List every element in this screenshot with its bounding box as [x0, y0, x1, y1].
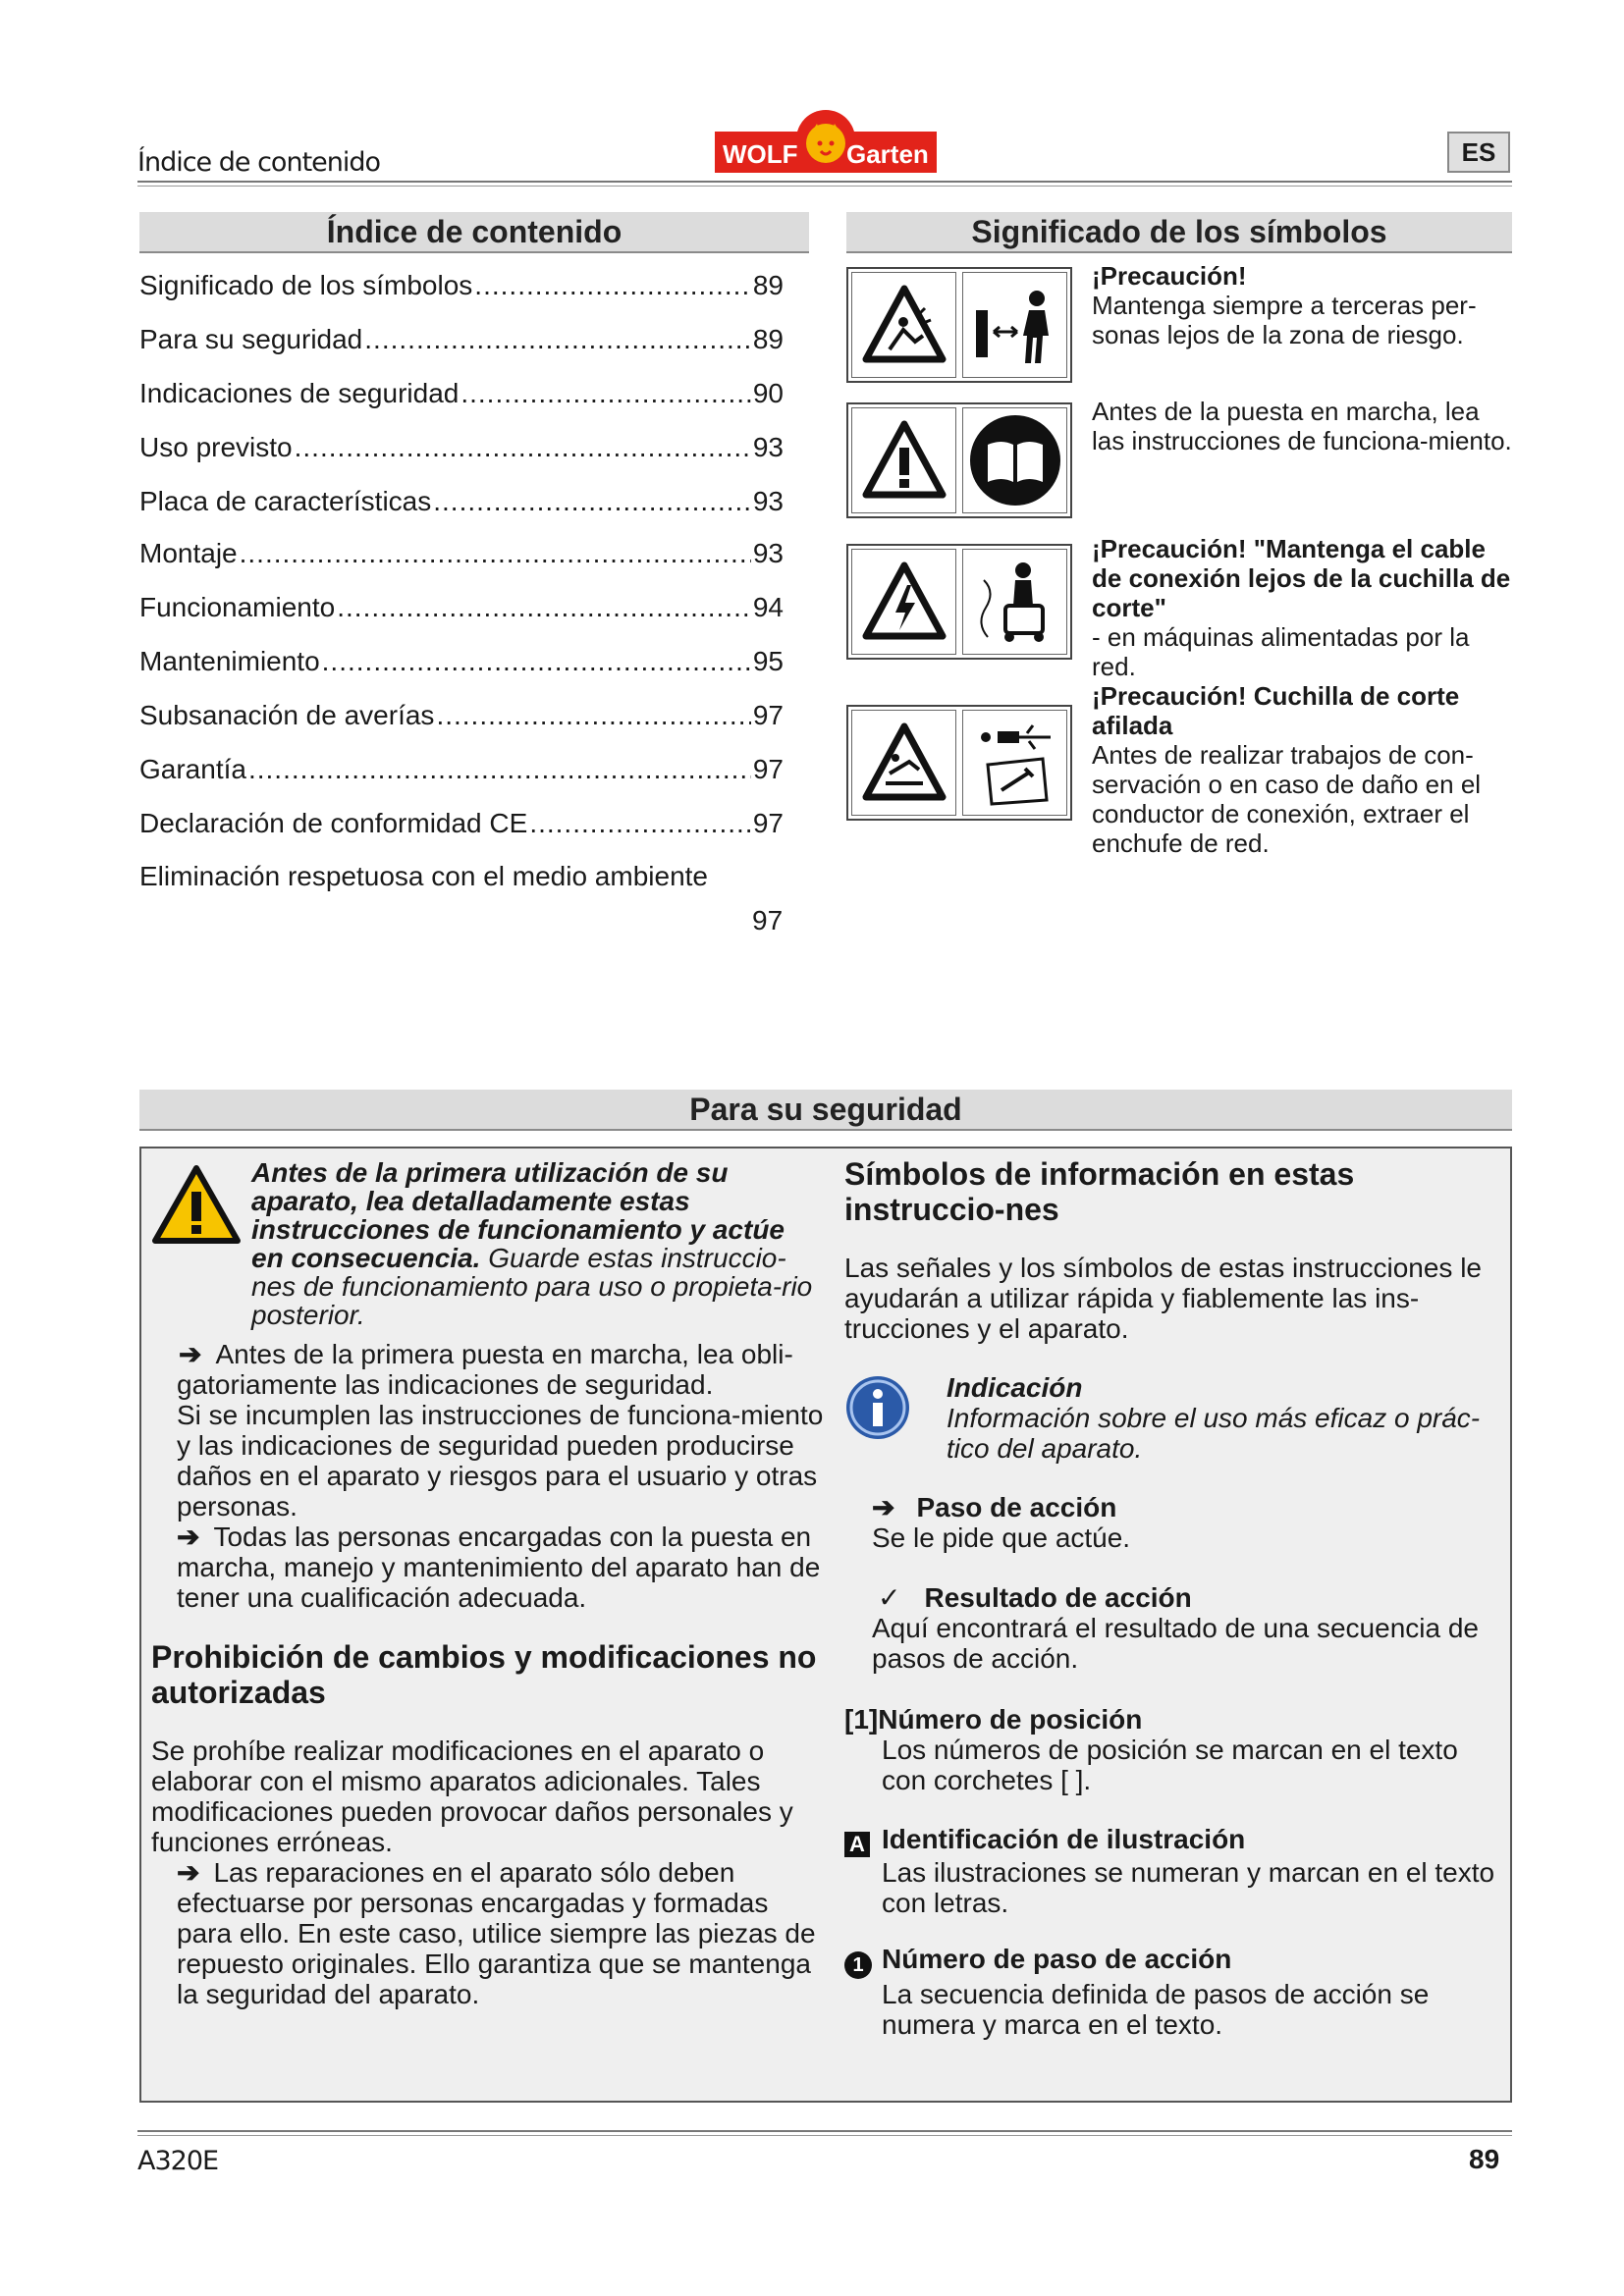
numero-de-paso: 1 Número de paso de acción La secuencia definida de pasos de acción se numera y marca en el texto.	[844, 1944, 1502, 2040]
numero-de-posicion: [1]Número de posición Los números de posición se marcan en el texto con corchetes [ ].	[844, 1704, 1458, 1795]
warning-sign-icon	[149, 1162, 244, 1252]
footer-model: A320E	[137, 2146, 219, 2176]
toc-item[interactable]: Significado de los símbolos ..... 89	[139, 270, 784, 301]
symbol-text: - en máquinas alimentadas por la red.	[1092, 622, 1470, 681]
header-rule-thin	[137, 186, 1512, 187]
toc-item[interactable]: Garantía ..... 97	[139, 754, 784, 785]
toc-item[interactable]: Montaje ..... 93	[139, 538, 784, 569]
toc-item[interactable]: Para su seguridad ..... 89	[139, 324, 784, 355]
toc-item-page: 97	[752, 905, 784, 935]
symbol-text: Antes de realizar trabajos de con-servación o en caso de daño en el conductor de conexión, extraer el enchufe de red.	[1092, 740, 1482, 858]
toc-heading: Índice de contenido	[139, 212, 809, 253]
figure-letter-badge: A	[844, 1832, 870, 1857]
toc-item[interactable]: Uso previsto ..... 93	[139, 432, 784, 463]
toc-item[interactable]: Indicaciones de seguridad ..... 90	[139, 378, 784, 409]
safety-step-1: ➔ Antes de la primera puesta en marcha, lea obli-gatoriamente las indicaciones de seguridad. Si se incumplen las instrucciones de funciona-miento y las indicaciones de seguridad pueden producirse daños en el aparato y riesgos para el usuario y otras personas.	[177, 1339, 824, 1522]
step-number-badge: 1	[844, 1951, 872, 1979]
safety-step-3: ➔ Las reparaciones en el aparato sólo deben efectuarse por personas encargadas y formadas para ello. En este caso, utilice siempre las piezas de repuesto originales. Ello garantiza que se mantenga la seguridad del aparato.	[177, 1857, 816, 2009]
svg-text:Garten: Garten	[846, 139, 929, 169]
symbol-desc-2	[1092, 397, 1514, 455]
symbol-desc-3	[1092, 534, 1514, 681]
safety-heading: Para su seguridad	[139, 1090, 1512, 1131]
unplug-maintenance-icon	[962, 710, 1067, 816]
symbol-desc-1	[1092, 261, 1514, 349]
keep-distance-person-icon	[962, 272, 1067, 378]
running-header-title: Índice de contenido	[137, 147, 381, 178]
prohibition-text: Se prohíbe realizar modificaciones en el aparato o elaborar con el mismo aparatos adicionales. Tales modificaciones pueden provocar daños personales y funciones erróneas.	[151, 1735, 793, 1857]
read-manual-icon	[962, 407, 1067, 513]
resultado-de-accion: ✓ Resultado de acción Aquí encontrará el resultado de una secuencia de pasos de acción.	[872, 1582, 1479, 1674]
symbol-pair-1	[846, 267, 1072, 383]
svg-text:WOLF: WOLF	[723, 139, 798, 169]
wolf-garten-logo	[715, 110, 937, 175]
toc-item[interactable]: Funcionamiento ..... 94	[139, 592, 784, 623]
symbol-text: Mantenga siempre a terceras per-sonas lejos de la zona de riesgo.	[1092, 291, 1477, 349]
info-symbols-heading: Símbolos de información en estas instruccio-nes	[844, 1156, 1355, 1227]
prohibition-heading: Prohibición de cambios y modificaciones no autorizadas	[151, 1639, 817, 1710]
toc-item-label[interactable]: Eliminación respetuosa con el medio ambiente	[139, 861, 708, 891]
footer-rule-thin	[137, 2135, 1512, 2136]
page-number: 89	[1469, 2144, 1500, 2174]
warning-thrown-object-icon	[851, 272, 956, 378]
electric-hazard-icon	[851, 549, 956, 655]
warning-paragraph	[251, 1158, 821, 1329]
header-rule	[137, 181, 1512, 183]
toc-item[interactable]: Placa de características ..... 93	[139, 486, 784, 517]
symbol-pair-4	[846, 705, 1072, 821]
action-arrow-icon: ➔	[179, 1339, 202, 1369]
symbol-pair-3	[846, 544, 1072, 660]
symbols-heading: Significado de los símbolos	[846, 212, 1512, 253]
symbol-text: Antes de la puesta en marcha, lea las instrucciones de funciona-miento.	[1092, 397, 1512, 455]
mower-cable-icon	[962, 549, 1067, 655]
info-intro: Las señales y los símbolos de estas instrucciones le ayudarán a utilizar rápida y fiablemente las ins-trucciones y el aparato.	[844, 1253, 1482, 1344]
symbol-title: ¡Precaución!	[1092, 261, 1247, 291]
checkmark-icon: ✓	[878, 1582, 901, 1613]
warning-bold: Antes de la primera utilización de su aparato, lea detalladamente estas instrucciones de funcionamiento y actúe en consecuencia.	[251, 1157, 785, 1273]
symbol-title: ¡Precaución! "Mantenga el cable de conexión lejos de la cuchilla de corte"	[1092, 534, 1511, 622]
symbol-pair-2	[846, 402, 1072, 518]
warning-triangle-icon	[851, 407, 956, 513]
footer-rule	[137, 2130, 1512, 2132]
indicacion: Indicación Información sobre el uso más eficaz o prác-tico del aparato.	[947, 1372, 1481, 1464]
info-icon	[844, 1374, 911, 1446]
paso-de-accion: ➔ Paso de acción Se le pide que actúe.	[872, 1492, 1131, 1553]
symbol-desc-4	[1092, 681, 1514, 858]
identificacion-de-ilustracion: A Identificación de ilustración Las ilustraciones se numeran y marcan en el texto con letras.	[844, 1824, 1502, 1918]
symbol-title: ¡Precaución! Cuchilla de corte afilada	[1092, 681, 1460, 740]
action-arrow-icon: ➔	[177, 1522, 200, 1552]
warning-italic: Guarde estas instruccio-nes de funcionamiento para uso o propieta-rio posterior.	[251, 1243, 813, 1330]
toc-item[interactable]: Declaración de conformidad CE ..... 97	[139, 808, 784, 839]
action-arrow-icon: ➔	[872, 1492, 895, 1522]
language-badge: ES	[1447, 132, 1510, 173]
toc-item[interactable]: Subsanación de averías ..... 97	[139, 700, 784, 731]
safety-step-2: ➔ Todas las personas encargadas con la puesta en marcha, manejo y mantenimiento del aparato han de tener una cualificación adecuada.	[177, 1522, 821, 1613]
action-arrow-icon: ➔	[177, 1857, 200, 1888]
blade-hazard-icon	[851, 710, 956, 816]
toc-item[interactable]: Mantenimiento ..... 95	[139, 646, 784, 677]
